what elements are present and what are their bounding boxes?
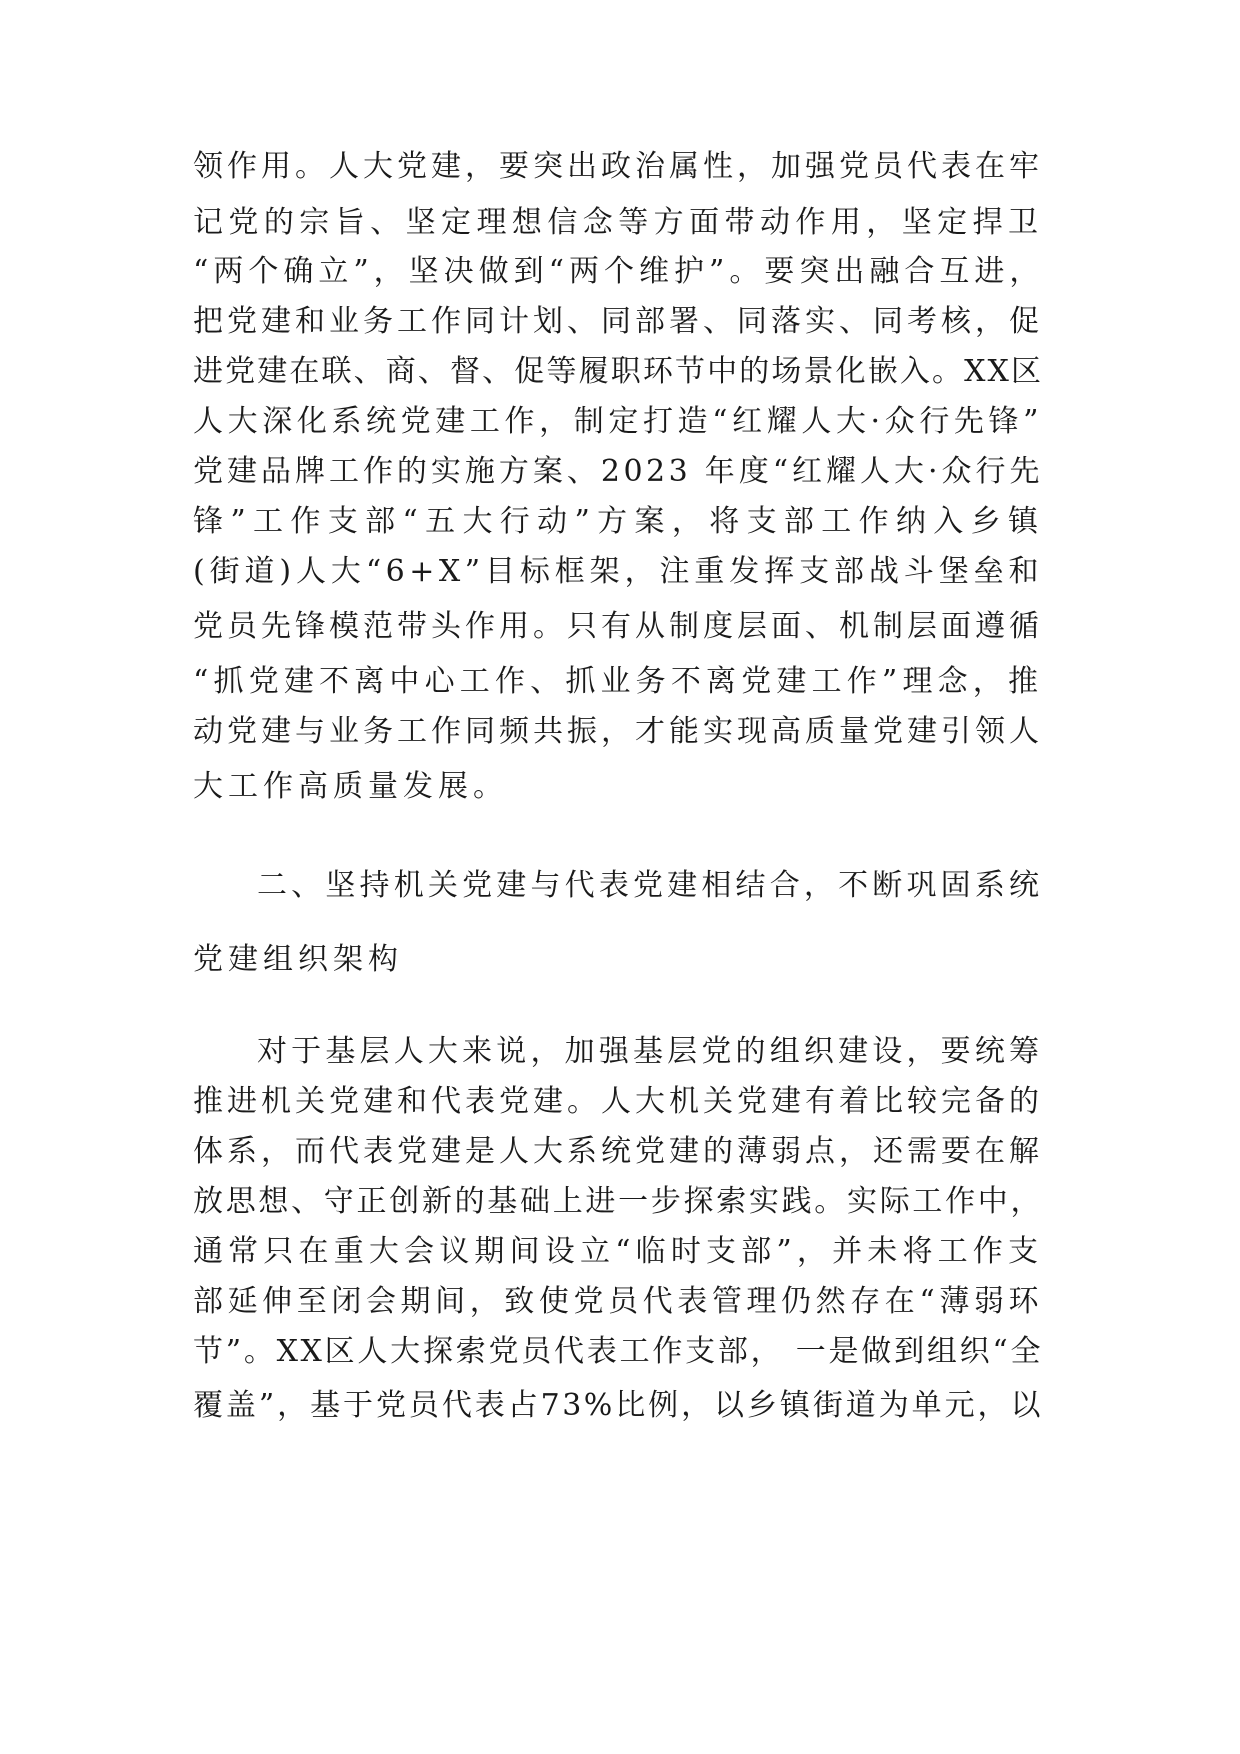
paragraph-1-line-2: 记党的宗旨、坚定理想信念等方面带动作用，坚定捍卫 [193, 205, 1043, 240]
paragraph-2-line-1: 对于基层人大来说，加强基层党的组织建设，要统筹 [257, 1034, 1043, 1069]
paragraph-1-line-3: “两个确立”，坚决做到“两个维护”。要突出融合互进， [193, 254, 1045, 289]
paragraph-1-line-1: 领作用。人大党建，要突出政治属性，加强党员代表在牢 [193, 149, 1043, 184]
paragraph-1-line-12: 动党建与业务工作同频共振，才能实现高质量党建引领人 [193, 714, 1043, 749]
paragraph-1-line-10: 党员先锋模范带头作用。只有从制度层面、机制层面遵循 [193, 609, 1043, 644]
section-heading-line-1: 二、坚持机关党建与代表党建相结合，不断巩固系统 [257, 868, 1043, 903]
paragraph-1-line-5: 进党建在联、商、督、促等履职环节中的场景化嵌入。XX区 [193, 354, 1043, 389]
paragraph-1-line-9: (街道)人大“6+X”目标框架，注重发挥支部战斗堡垒和 [193, 554, 1043, 589]
paragraph-1-line-11: “抓党建不离中心工作、抓业务不离党建工作”理念，推 [193, 664, 1043, 699]
paragraph-2-line-2: 推进机关党建和代表党建。人大机关党建有着比较完备的 [193, 1084, 1043, 1119]
paragraph-2-line-4: 放思想、守正创新的基础上进一步探索实践。实际工作中， [193, 1184, 1043, 1219]
paragraph-1-line-4: 把党建和业务工作同计划、同部署、同落实、同考核，促 [193, 304, 1043, 339]
paragraph-2-line-7: 节”。XX区人大探索党员代表工作支部， 一是做到组织“全 [193, 1334, 1043, 1369]
paragraph-2-line-6: 部延伸至闭会期间，致使党员代表管理仍然存在“薄弱环 [193, 1284, 1043, 1319]
paragraph-1-line-6: 人大深化系统党建工作，制定打造“红耀人大·众行先锋” [193, 404, 1043, 439]
paragraph-2-line-3: 体系，而代表党建是人大系统党建的薄弱点，还需要在解 [193, 1134, 1043, 1169]
paragraph-2-line-8: 覆盖”，基于党员代表占73%比例，以乡镇街道为单元，以 [193, 1388, 1043, 1423]
section-heading-line-2: 党建组织架构 [193, 942, 403, 977]
paragraph-1-line-8: 锋”工作支部“五大行动”方案，将支部工作纳入乡镇 [193, 504, 1043, 539]
paragraph-1-line-7: 党建品牌工作的实施方案、2023 年度“红耀人大·众行先 [193, 454, 1043, 489]
paragraph-2-line-5: 通常只在重大会议期间设立“临时支部”，并未将工作支 [193, 1234, 1043, 1269]
paragraph-1-line-13: 大工作高质量发展。 [193, 769, 508, 804]
